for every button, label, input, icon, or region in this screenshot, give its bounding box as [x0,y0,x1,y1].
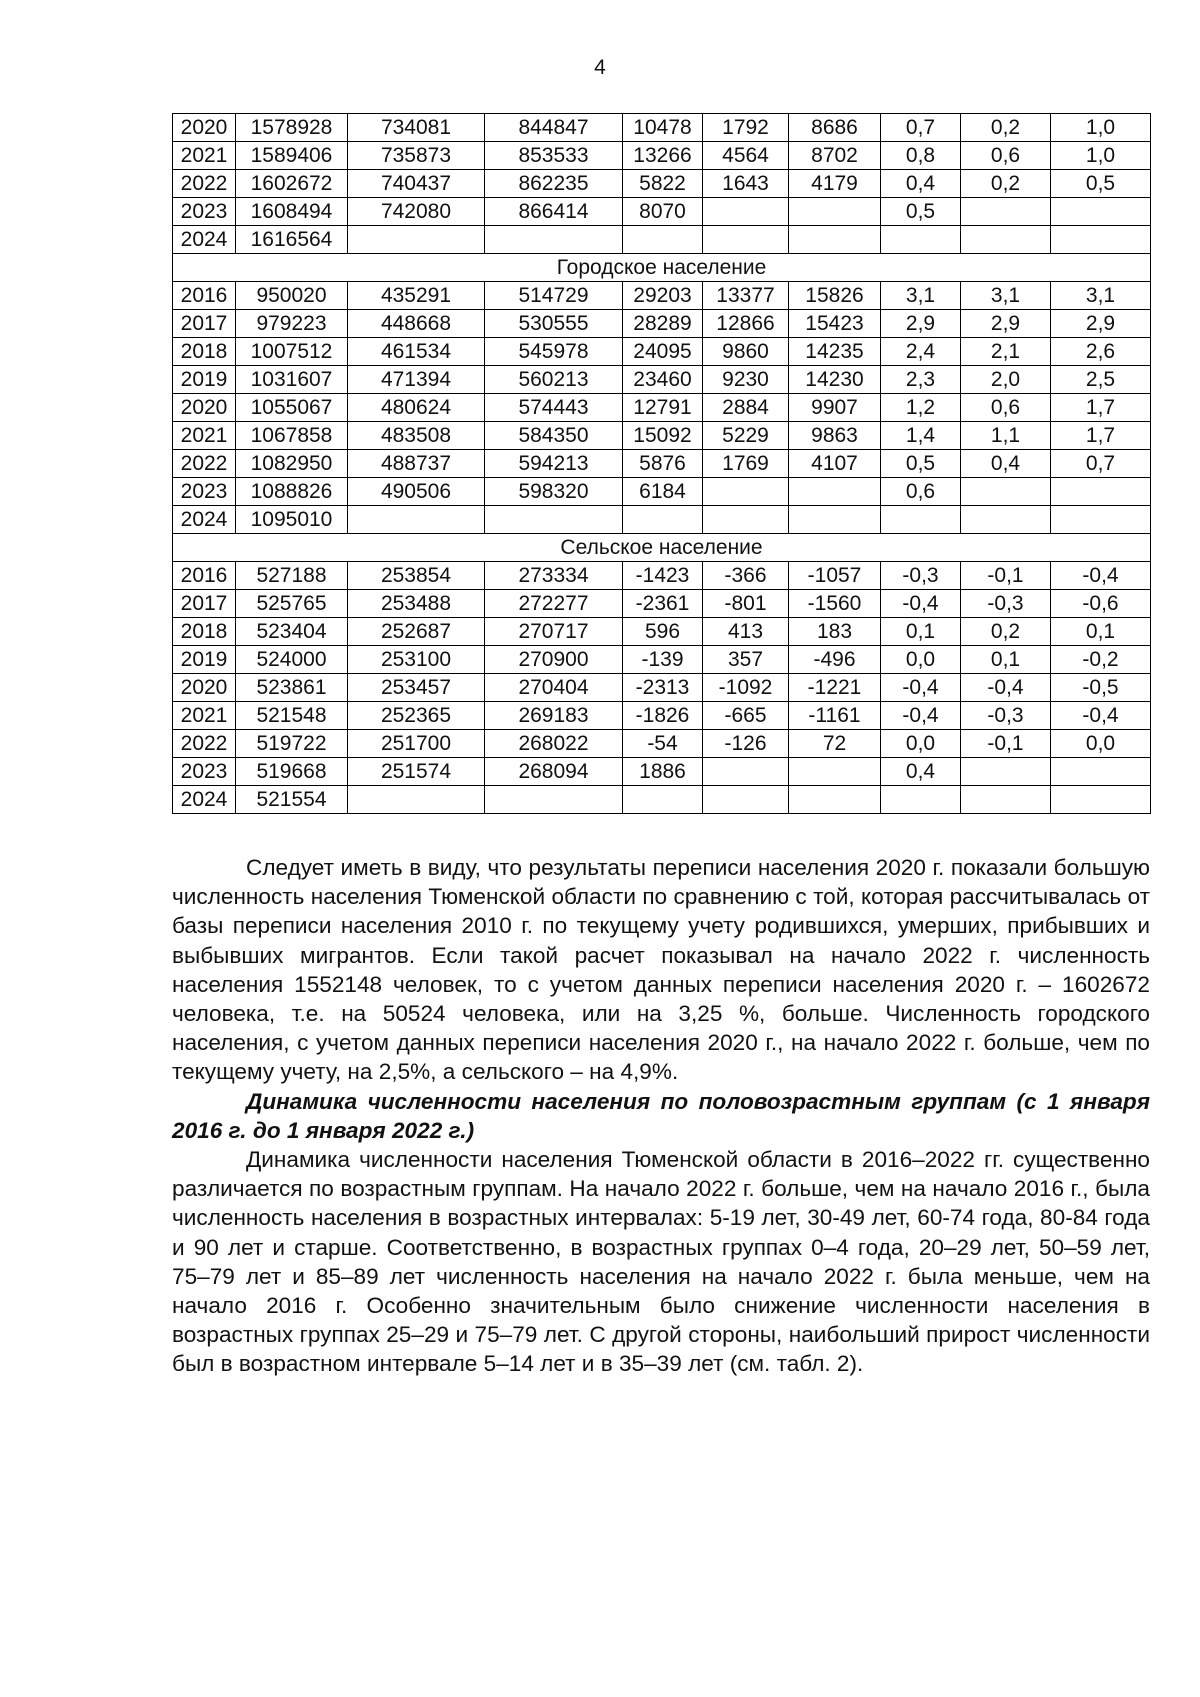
table-cell: -0,1 [961,562,1051,590]
table-cell [1051,758,1151,786]
table-cell: 13266 [623,142,703,170]
table-cell: 2,0 [961,366,1051,394]
table-cell: 5876 [623,450,703,478]
table-cell: 8702 [789,142,881,170]
table-cell [1051,506,1151,534]
table-cell [961,758,1051,786]
table-cell: -1560 [789,590,881,618]
table-cell: 483508 [348,422,485,450]
table-cell: 742080 [348,198,485,226]
table-cell: 448668 [348,310,485,338]
table-row [173,170,1151,198]
table-row [173,366,1151,394]
table-cell: -0,4 [881,590,961,618]
table-cell [881,226,961,254]
table-cell: 0,5 [881,450,961,478]
table-cell [789,478,881,506]
table-row [173,310,1151,338]
table-cell [789,506,881,534]
table-row [173,478,1151,506]
table-cell: 3,1 [961,282,1051,310]
table-cell: 2023 [173,198,236,226]
table-cell: 0,2 [961,114,1051,142]
table-cell [348,226,485,254]
table-cell: 2884 [703,394,789,422]
table-cell: -54 [623,730,703,758]
table-cell: 0,7 [1051,450,1151,478]
table-cell: 530555 [485,310,623,338]
table-cell: 2022 [173,450,236,478]
table-cell: 9907 [789,394,881,422]
table-cell: 584350 [485,422,623,450]
table-cell: 488737 [348,450,485,478]
table-cell: -1092 [703,674,789,702]
table-cell: 2018 [173,338,236,366]
table-cell: 12866 [703,310,789,338]
table-cell: 272277 [485,590,623,618]
table-row [173,590,1151,618]
table-cell: 0,8 [881,142,961,170]
table-cell: 24095 [623,338,703,366]
table-cell: -1221 [789,674,881,702]
rural-section-header-title: Сельское население [173,534,1151,562]
table-cell: 270404 [485,674,623,702]
table-cell: 1,0 [1051,114,1151,142]
table-cell: 0,1 [1051,618,1151,646]
table-cell: 0,0 [1051,730,1151,758]
table-cell: 461534 [348,338,485,366]
table-cell: 3,1 [881,282,961,310]
table-cell: 480624 [348,394,485,422]
table-cell: 4564 [703,142,789,170]
table-row [173,702,1151,730]
table-cell: 514729 [485,282,623,310]
table-cell: -0,4 [1051,562,1151,590]
table-cell: 574443 [485,394,623,422]
table-cell: 251574 [348,758,485,786]
table-cell: 594213 [485,450,623,478]
table-cell: 2020 [173,394,236,422]
table-cell: 2021 [173,702,236,730]
table-cell [789,786,881,814]
table-cell: -1161 [789,702,881,730]
table-cell: 29203 [623,282,703,310]
table-cell: 2,6 [1051,338,1151,366]
table-cell [961,226,1051,254]
table-cell: 3,1 [1051,282,1151,310]
table-cell: 13377 [703,282,789,310]
table-cell: 2,1 [961,338,1051,366]
table-cell: -2313 [623,674,703,702]
table-cell [485,506,623,534]
table-cell: 1055067 [236,394,348,422]
table-cell: 2020 [173,674,236,702]
table-row [173,338,1151,366]
table-cell: -1423 [623,562,703,590]
table-cell: 2017 [173,590,236,618]
table-cell: -1826 [623,702,703,730]
table-cell: -0,3 [961,590,1051,618]
table-cell: 15423 [789,310,881,338]
table-cell: 0,4 [881,170,961,198]
table-cell [961,198,1051,226]
table-cell: 8070 [623,198,703,226]
table-cell: 251700 [348,730,485,758]
table-cell: 9230 [703,366,789,394]
table-row [173,758,1151,786]
table-cell: 1,1 [961,422,1051,450]
table-cell: -126 [703,730,789,758]
table-cell: 2016 [173,562,236,590]
table-cell: 2019 [173,366,236,394]
table-cell: 1792 [703,114,789,142]
table-cell: 0,6 [961,394,1051,422]
table-cell: 545978 [485,338,623,366]
table-cell: 1031607 [236,366,348,394]
table-cell: 252687 [348,618,485,646]
table-cell: 471394 [348,366,485,394]
table-cell: 0,5 [1051,170,1151,198]
table-row [173,450,1151,478]
table-cell: 979223 [236,310,348,338]
table-cell: 1769 [703,450,789,478]
table-cell: 0,0 [881,730,961,758]
table-row [173,142,1151,170]
table-row [173,114,1151,142]
paragraph-age-dynamics: Динамика численности населения Тюменской области в 2016–2022 гг. существенно различается по возрастным группам. На начало 2022 г. больше, чем на начало 2016 г., была численность населения в возрастных интервалах: 5-19 лет, 30-49 лет, 60-74 года, 80-84 года и 90 лет и старше. Соответственно, в возрастных группах 0–4 года, 20–29 лет, 50–59 лет, 75–79 лет и 85–89 лет численность населения на начало 2022 г. была меньше, чем на начало 2016 г. Особенно значительным было снижение численности населения в возрастных группах 25–29 и 75–79 лет. С другой стороны, наибольший прирост численности был в возрастном интервале 5–14 лет и в 35–39 лет (см. табл. 2). [172,1147,1150,1377]
table-cell: 1088826 [236,478,348,506]
body-text [172,853,1150,1379]
table-cell: 253854 [348,562,485,590]
table-cell: 435291 [348,282,485,310]
table-cell: 2021 [173,142,236,170]
table-cell [961,786,1051,814]
table-cell: 1067858 [236,422,348,450]
table-cell [881,506,961,534]
table-cell: 4179 [789,170,881,198]
table-cell: -0,4 [1051,702,1151,730]
table-cell [961,478,1051,506]
table-cell: 2018 [173,618,236,646]
table-cell: -139 [623,646,703,674]
table-cell: 14235 [789,338,881,366]
table-cell: 950020 [236,282,348,310]
table-cell: 0,5 [881,198,961,226]
table-cell: 2,3 [881,366,961,394]
table-cell: 519722 [236,730,348,758]
table-cell: 735873 [348,142,485,170]
table-cell: 2023 [173,478,236,506]
table-cell: 2,9 [1051,310,1151,338]
table-cell: 490506 [348,478,485,506]
table-cell: -0,3 [881,562,961,590]
table-cell: 14230 [789,366,881,394]
table-cell: 844847 [485,114,623,142]
table-row [173,226,1151,254]
table-cell: -496 [789,646,881,674]
table-cell: 1,7 [1051,422,1151,450]
table-cell: 1,2 [881,394,961,422]
table-cell: -1057 [789,562,881,590]
table-cell: 2023 [173,758,236,786]
table-cell: 12791 [623,394,703,422]
table-row [173,394,1151,422]
section-heading: Динамика численности населения по половозрастным группам (с 1 января 2016 г. до 1 января 2022 г.) [172,1088,1150,1143]
table-cell: -0,4 [961,674,1051,702]
table-cell: 853533 [485,142,623,170]
urban-section-header [173,254,1151,282]
table-cell: 1,7 [1051,394,1151,422]
table-cell: 28289 [623,310,703,338]
table-cell [703,786,789,814]
page-number: 4 [594,56,606,79]
table-cell [1051,198,1151,226]
table-cell: 270717 [485,618,623,646]
table-cell: 1643 [703,170,789,198]
table-cell: 1,0 [1051,142,1151,170]
table-cell [348,786,485,814]
table-cell: 2017 [173,310,236,338]
table-cell: 734081 [348,114,485,142]
table-cell: -0,4 [881,702,961,730]
table-cell: 1602672 [236,170,348,198]
table-cell [789,226,881,254]
table-row [173,618,1151,646]
table-cell: 0,1 [881,618,961,646]
table-cell: 1007512 [236,338,348,366]
table-cell: 9863 [789,422,881,450]
table-cell: 2019 [173,646,236,674]
table-cell: 1082950 [236,450,348,478]
table-cell: 10478 [623,114,703,142]
table-cell: 413 [703,618,789,646]
table-cell: 2022 [173,730,236,758]
table-cell: 252365 [348,702,485,730]
table-cell [703,226,789,254]
table-cell: 273334 [485,562,623,590]
table-cell: 8686 [789,114,881,142]
table-cell: 6184 [623,478,703,506]
table-cell: 1,4 [881,422,961,450]
table-cell: 357 [703,646,789,674]
table-cell: 524000 [236,646,348,674]
table-cell: -0,5 [1051,674,1151,702]
table-cell [485,226,623,254]
table-cell: 740437 [348,170,485,198]
table-row [173,730,1151,758]
table-cell: 72 [789,730,881,758]
table-cell: 2,9 [881,310,961,338]
table-cell: 9860 [703,338,789,366]
table-cell [623,226,703,254]
table-cell [623,506,703,534]
urban-section-header-title: Городское население [173,254,1151,282]
table-cell: 2024 [173,786,236,814]
table-cell: 560213 [485,366,623,394]
table-cell: 5229 [703,422,789,450]
table-cell: 525765 [236,590,348,618]
table-cell: 23460 [623,366,703,394]
table-cell: 598320 [485,478,623,506]
table-cell: 0,2 [961,170,1051,198]
table-cell: 0,6 [961,142,1051,170]
table-cell [348,506,485,534]
table-cell [881,786,961,814]
table-cell: 2,5 [1051,366,1151,394]
table-cell: 1589406 [236,142,348,170]
table-cell [703,758,789,786]
table-cell: 2022 [173,170,236,198]
table-cell: 0,4 [881,758,961,786]
table-cell: 0,7 [881,114,961,142]
table-cell: 183 [789,618,881,646]
population-table [172,113,1151,814]
table-cell: 1095010 [236,506,348,534]
table-cell [789,758,881,786]
table-cell [703,506,789,534]
table-cell: 4107 [789,450,881,478]
table-cell: 5822 [623,170,703,198]
table-row [173,786,1151,814]
table-cell: -0,3 [961,702,1051,730]
table-cell: 521554 [236,786,348,814]
table-cell: 596 [623,618,703,646]
table-cell: 0,4 [961,450,1051,478]
table-cell [961,506,1051,534]
table-cell: 253100 [348,646,485,674]
table-cell: 523861 [236,674,348,702]
table-cell: -0,1 [961,730,1051,758]
table-cell: 862235 [485,170,623,198]
table-cell: 0,2 [961,618,1051,646]
table-cell: 268022 [485,730,623,758]
table-row [173,282,1151,310]
table-cell: 270900 [485,646,623,674]
table-cell [789,198,881,226]
table-cell: 2016 [173,282,236,310]
table-row [173,562,1151,590]
table-cell [623,786,703,814]
table-cell [1051,478,1151,506]
table-cell: 0,0 [881,646,961,674]
table-cell: 527188 [236,562,348,590]
table-row [173,422,1151,450]
table-cell [703,478,789,506]
table-cell: 2020 [173,114,236,142]
table-cell: 253457 [348,674,485,702]
table-cell [1051,226,1151,254]
table-cell: -0,4 [881,674,961,702]
table-row [173,506,1151,534]
table-cell: 519668 [236,758,348,786]
table-cell: 1886 [623,758,703,786]
table-cell: -0,6 [1051,590,1151,618]
table-cell [485,786,623,814]
table-cell: 2024 [173,506,236,534]
table-cell: 1578928 [236,114,348,142]
table-cell: 15092 [623,422,703,450]
table-cell: 2021 [173,422,236,450]
table-row [173,646,1151,674]
table-cell: -2361 [623,590,703,618]
table-row [173,674,1151,702]
table-cell: 866414 [485,198,623,226]
table-cell: 1608494 [236,198,348,226]
rural-section-header [173,534,1151,562]
table-cell: 253488 [348,590,485,618]
table-cell: 2024 [173,226,236,254]
table-cell: 0,6 [881,478,961,506]
table-row [173,198,1151,226]
table-cell: -801 [703,590,789,618]
paragraph-census: Следует иметь в виду, что результаты переписи населения 2020 г. показали большую численность населения Тюменской области по сравнению с той, которая рассчитывалась от базы переписи населения 2010 г. по текущему учету родившихся, умерших, прибывших и выбывших мигрантов. Если такой расчет показывал на начало 2022 г. численность населения 1552148 человек, то с учетом данных переписи населения 2020 г. – 1602672 человека, т.е. на 50524 человека, или на 3,25 %, больше. Численность городского населения, с учетом данных переписи населения 2020 г., на начало 2022 г. больше, чем по текущему учету, на 2,5%, а сельского – на 4,9%. [172,855,1150,1085]
table-cell: 521548 [236,702,348,730]
table-cell: 2,4 [881,338,961,366]
table-cell: 15826 [789,282,881,310]
table-cell: -0,2 [1051,646,1151,674]
table-cell: -665 [703,702,789,730]
table-cell: 0,1 [961,646,1051,674]
table-cell: 2,9 [961,310,1051,338]
table-cell [703,198,789,226]
table-cell: 1616564 [236,226,348,254]
table-cell: -366 [703,562,789,590]
table-cell: 523404 [236,618,348,646]
table-cell: 268094 [485,758,623,786]
table-cell [1051,786,1151,814]
table-cell: 269183 [485,702,623,730]
